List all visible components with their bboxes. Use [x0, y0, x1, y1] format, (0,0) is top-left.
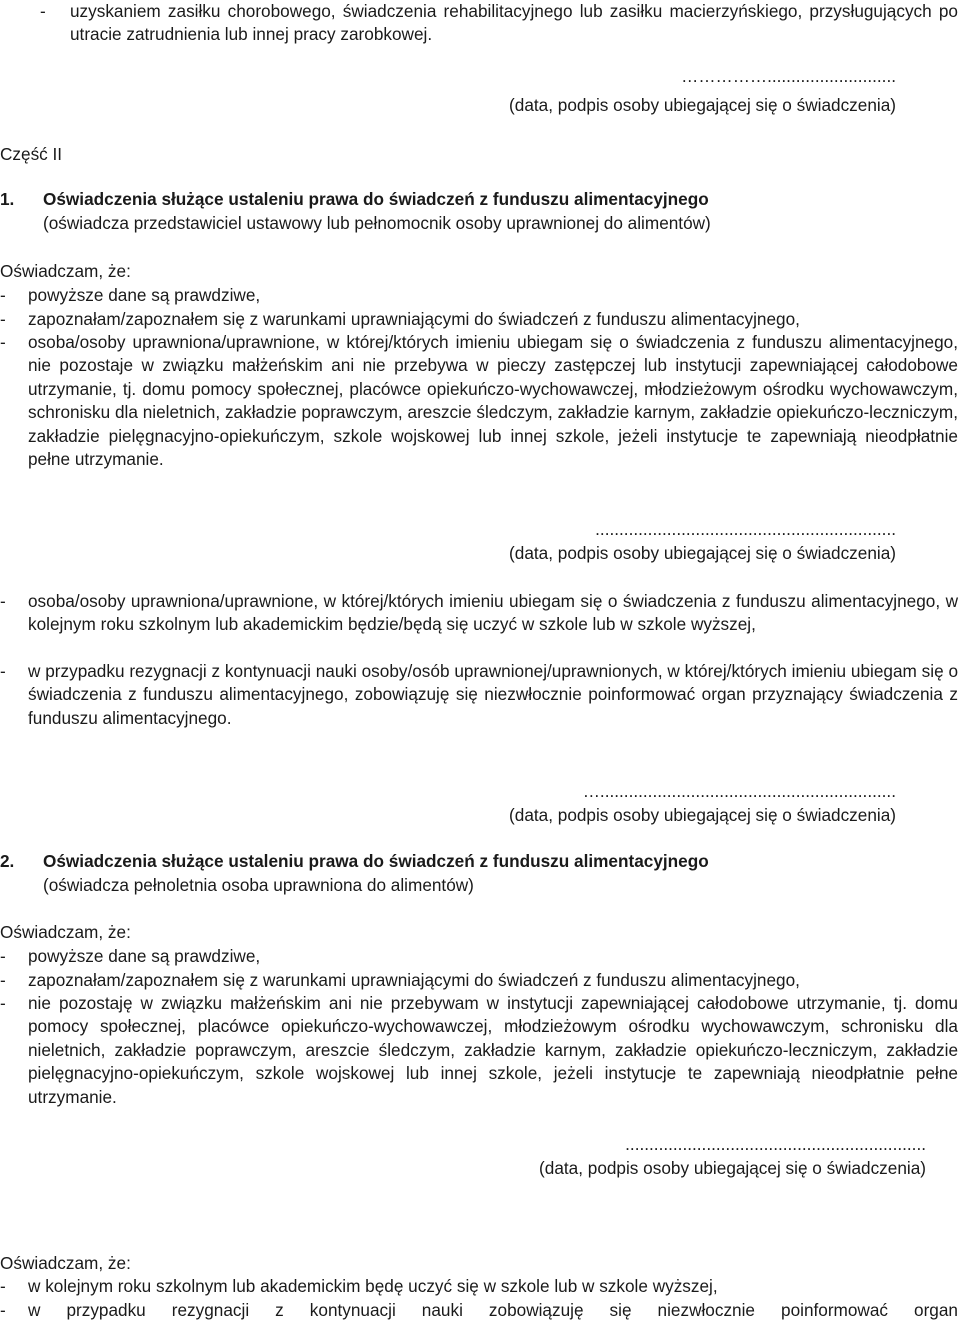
declaration-heading: Oświadczam, że: [0, 261, 131, 281]
list-item-text: nie pozostaję w związku małżeńskim ani nie przebywam w instytucji zapewniającej całodobowe utrzymanie, tj. domu pomocy społecznej, placówce opiekuńczo-wychowawczej, młodzieżowym ośrodku wychowawczym, schronisku dla nieletnich, zakładzie poprawczym, areszcie śledczym, zakładzie karnym, zakładzie opiekuńczo-leczniczym, zakładzie pielęgnacyjno-opiekuńczym, szkole wojskowej lub innej szkole, jeżeli instytucje te zapewniają nieodpłatnie pełne utrzymanie. [28, 993, 958, 1107]
list-item-text: uzyskaniem zasiłku chorobowego, świadczenia rehabilitacyjnego lub zasiłku macierzyńskiego, przysługujących po utracie zatrudnienia lub innej pracy zarobkowej. [70, 1, 958, 45]
list-dash: - [0, 970, 6, 990]
list-item-text: zapoznałam/zapoznałem się z warunkami uprawniającymi do świadczeń z funduszu alimentacyjnego, [28, 309, 800, 329]
list-item-text: osoba/osoby uprawniona/uprawnione, w której/których imieniu ubiegam się o świadczenia z funduszu alimentacyjnego, w kolejnym roku szkolnym lub akademickim będzie/będą się uczyć w szkole lub w szkole wyższej, [28, 591, 958, 635]
section-title: Oświadczenia służące ustaleniu prawa do świadczeń z funduszu alimentacyjnego [43, 189, 709, 209]
signature-dots: ……………........................... [681, 66, 896, 86]
list-dash: - [0, 1300, 6, 1320]
list-item-text: w kolejnym roku szkolnym lub akademickim będę uczyć się w szkole lub w szkole wyższej, [28, 1276, 718, 1296]
section-subtitle: (oświadcza pełnoletnia osoba uprawniona do alimentów) [43, 875, 474, 895]
list-dash: - [0, 661, 6, 681]
list-item-text: w przypadku rezygnacji z kontynuacji nauki zobowiązuję się niezwłocznie poinformować organ [28, 1300, 958, 1320]
list-dash: - [0, 591, 6, 611]
list-dash: - [0, 993, 6, 1013]
list-dash: - [0, 309, 6, 329]
list-dash: - [0, 1276, 6, 1296]
section-subtitle: (oświadcza przedstawiciel ustawowy lub pełnomocnik osoby uprawnionej do alimentów) [43, 213, 711, 233]
signature-caption: (data, podpis osoby ubiegającej się o świadczenia) [539, 1158, 926, 1178]
list-dash: - [0, 946, 6, 966]
declaration-heading: Oświadczam, że: [0, 922, 131, 942]
part-label: Część II [0, 144, 63, 164]
list-item-text: powyższe dane są prawdziwe, [28, 285, 261, 305]
section-number: 2. [0, 851, 15, 871]
list-item-text: powyższe dane są prawdziwe, [28, 946, 261, 966]
list-item-text: zapoznałam/zapoznałem się z warunkami uprawniającymi do świadczeń z funduszu alimentacyjnego, [28, 970, 800, 990]
section-number: 1. [0, 189, 15, 209]
list-item-text: osoba/osoby uprawniona/uprawnione, w której/których imieniu ubiegam się o świadczenia z funduszu alimentacyjnego, nie pozostaje w związku małżeńskim ani nie przebywa w pieczy zastępczej lub instytucji zapewniającej całodobowe utrzymanie, tj. domu pomocy społecznej, placówce opiekuńczo-wychowawczej, młodzieżowym ośrodku wychowawczym, schronisku dla nieletnich, zakładzie poprawczym, areszcie śledczym, zakładzie karnym, zakładzie opiekuńczo-leczniczym, zakładzie pielęgnacyjno-opiekuńczym, szkole wojskowej lub innej szkole, jeżeli instytucje te zapewniają nieodpłatnie pełne utrzymanie. [28, 332, 958, 470]
section-title: Oświadczenia służące ustaleniu prawa do świadczeń z funduszu alimentacyjnego [43, 851, 709, 871]
signature-dots: ….............................................................. [582, 781, 896, 801]
list-dash: - [40, 1, 46, 21]
list-dash: - [0, 332, 6, 352]
declaration-heading: Oświadczam, że: [0, 1253, 131, 1273]
signature-dots: ............................................................... [595, 519, 896, 539]
list-item-text: w przypadku rezygnacji z kontynuacji nauki osoby/osób uprawnionej/uprawnionych, w której/których imieniu ubiegam się o świadczenia z funduszu alimentacyjnego, zobowiązuję się niezwłocznie poinformować organ przyznający świadczenia z funduszu alimentacyjnego. [28, 661, 958, 728]
list-dash: - [0, 285, 6, 305]
signature-caption: (data, podpis osoby ubiegającej się o świadczenia) [509, 543, 896, 563]
signature-caption: (data, podpis osoby ubiegającej się o świadczenia) [509, 95, 896, 115]
signature-dots: ............................................................... [625, 1134, 926, 1154]
signature-caption: (data, podpis osoby ubiegającej się o świadczenia) [509, 805, 896, 825]
